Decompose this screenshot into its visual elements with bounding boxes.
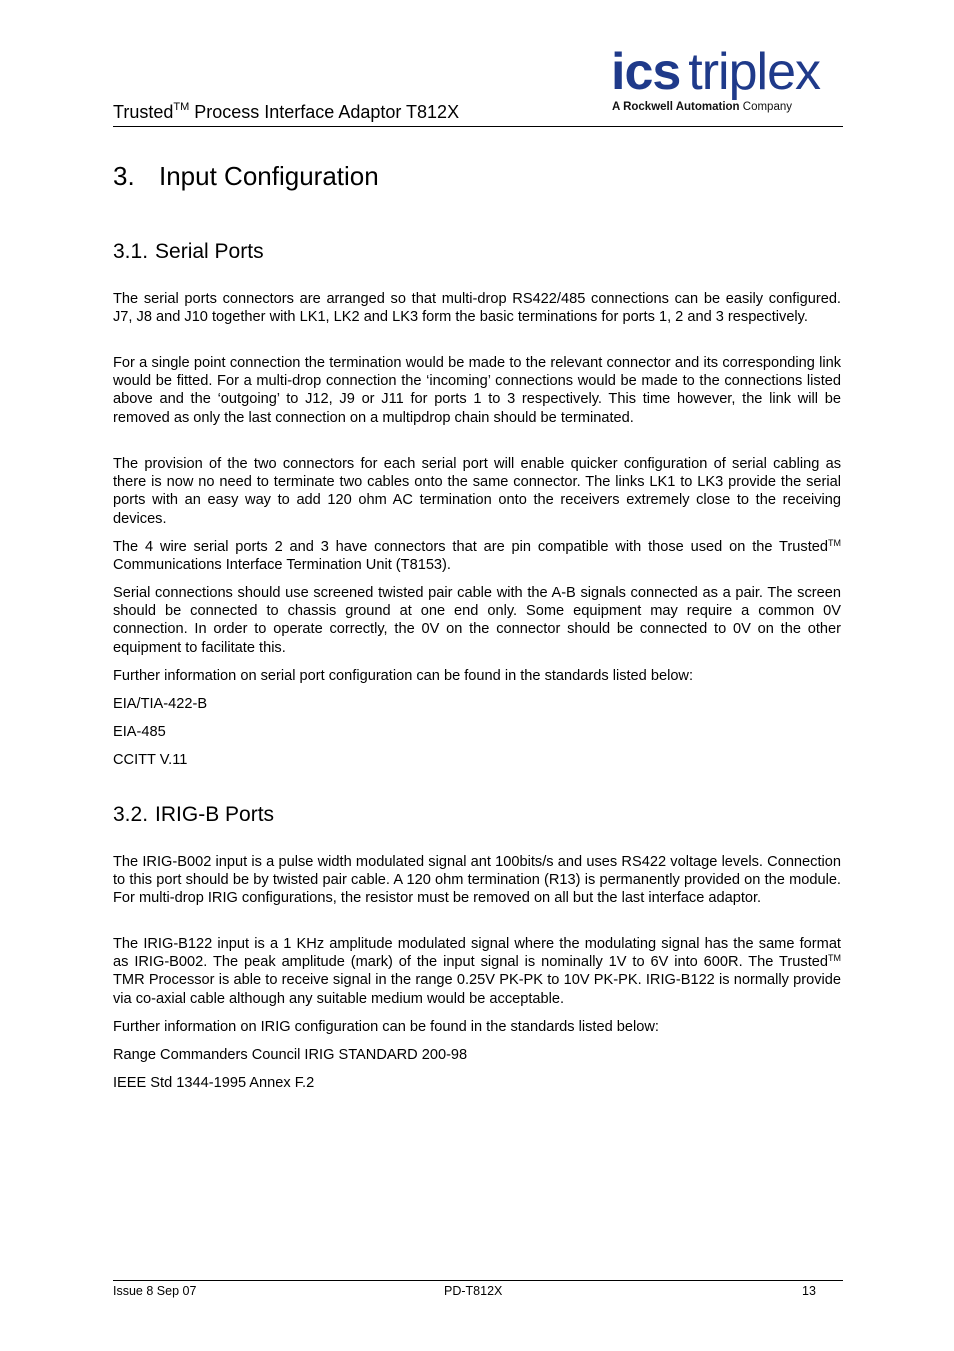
standard-item: EIA/TIA-422-B — [113, 696, 208, 712]
logo-triplex: triplex — [688, 43, 821, 101]
standard-item: EIA-485 — [113, 724, 166, 740]
standard-item: CCITT V.11 — [113, 752, 188, 768]
paragraph: Further information on IRIG configuration can be found in the standards listed below: — [113, 1019, 659, 1035]
trademark-mark: TM — [828, 953, 841, 964]
paragraph: For a single point connection the termination would be made to the relevant connector and its corresponding link would be fitted. For a multi-drop connection the ‘incoming’ connections would be made to the connections listed above and the ‘outgoing’ to J12, J9 or J11 for ports 1 to 3 respectively. This time however, the link will be removed as only the last connection on a multipdrop chain should be terminated. — [113, 355, 841, 426]
footer-divider — [113, 1280, 843, 1281]
section-heading — [113, 160, 379, 192]
subsection-heading-irig — [113, 802, 274, 828]
logo-ics: ics — [611, 43, 681, 101]
subsection-heading-serial — [113, 239, 264, 265]
paragraph: The provision of the two connectors for each serial port will enable quicker configuration of serial cabling as there is now no need to terminate two cables onto the same connector. The links LK1 to LK3 provide the serial ports with an easy way to add 120 ohm AC termination onto the receivers extremely close to the receiving devices. — [113, 456, 841, 527]
paragraph: The serial ports connectors are arranged so that multi-drop RS422/485 connections can be easily configured. J7, J8 and J10 together with LK1, LK2 and LK3 form the basic terminations for ports 1, 2 and 3 respectively. — [113, 291, 841, 326]
paragraph-text: The IRIG-B122 input is a 1 KHz amplitude modulated signal where the modulating signal has the same format as IRIG-B002. The peak amplitude (mark) of the input signal is nominally 1V to 6V into 600R. The Trusted — [113, 936, 841, 971]
footer-doc-id: PD-T812X — [444, 1284, 503, 1298]
subsection-number: 3.1. — [113, 240, 149, 263]
subsection-number: 3.2. — [113, 803, 149, 826]
subsection-title: IRIG-B Ports — [155, 803, 275, 826]
trademark-mark: TM — [173, 101, 190, 113]
title-rest: Process Interface Adaptor T812X — [189, 102, 460, 122]
logo-tagline — [612, 101, 792, 113]
paragraph — [113, 538, 841, 574]
section-title: Input Configuration — [159, 161, 379, 191]
paragraph-text: The 4 wire serial ports 2 and 3 have connectors that are pin compatible with those used on the Trusted — [113, 539, 828, 555]
title-prefix: Trusted — [113, 102, 174, 122]
paragraph: Serial connections should use screened twisted pair cable with the A-B signals connected as a pair. The screen should be connected to chassis ground at one end only. Some equipment may require a common 0V connection. In order to operate correctly, the 0V on the connector should be connected to 0V on the other equipment to facilitate this. — [113, 585, 841, 656]
paragraph — [113, 935, 841, 1008]
paragraph-text: Communications Interface Termination Unit (T8153). — [113, 557, 451, 574]
standard-item: IEEE Std 1344-1995 Annex F.2 — [113, 1075, 315, 1091]
paragraph-text: TMR Processor is able to receive signal in the range 0.25V PK-PK to 10V PK-PK. IRIG-B122 is normally provide via co-axial cable although any suitable medium would be acceptable. — [113, 972, 841, 1007]
logo-tagline-company: Company — [742, 101, 792, 113]
footer-page-number: 13 — [802, 1284, 816, 1298]
company-logo — [611, 44, 843, 120]
footer-issue: Issue 8 Sep 07 — [113, 1284, 197, 1298]
paragraph: Further information on serial port configuration can be found in the standards listed below: — [113, 668, 694, 684]
logo-tagline-main: A Rockwell Automation — [612, 101, 740, 113]
header-divider — [113, 126, 843, 127]
standard-item: Range Commanders Council IRIG STANDARD 200-98 — [113, 1047, 468, 1063]
subsection-title: Serial Ports — [155, 240, 264, 263]
document-title — [113, 100, 459, 124]
logo-wordmark — [611, 44, 820, 100]
section-number: 3. — [113, 161, 135, 191]
paragraph: The IRIG-B002 input is a pulse width modulated signal ant 100bits/s and uses RS422 voltage levels. Connection to this port should be by twisted pair cable. A 120 ohm termination (R13) is permanently provided on the module. For multi-drop IRIG configurations, the resistor must be removed on all but the last interface adaptor. — [113, 854, 841, 907]
trademark-mark: TM — [828, 538, 841, 548]
